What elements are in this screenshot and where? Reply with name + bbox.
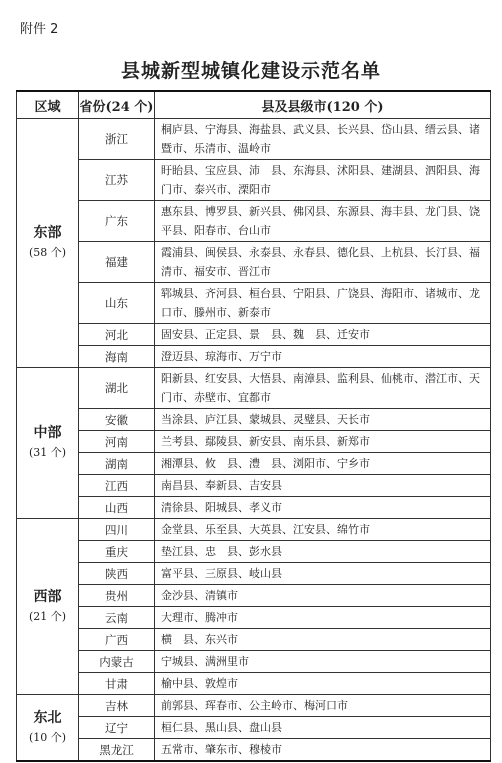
table-row — [17, 629, 491, 651]
counties-cell: 盱眙县、宝应县、沛 县、东海县、沭阳县、建湖县、泗阳县、海门市、泰兴市、溧阳市 — [155, 160, 491, 201]
province-cell: 贵州 — [79, 585, 155, 607]
province-cell: 广东 — [79, 201, 155, 242]
table-row — [17, 453, 491, 475]
table-row — [17, 497, 491, 519]
province-cell: 浙江 — [79, 119, 155, 160]
province-cell: 江苏 — [79, 160, 155, 201]
province-cell: 黑龙江 — [79, 739, 155, 762]
counties-cell: 桐庐县、宁海县、海盐县、武义县、长兴县、岱山县、缙云县、诸暨市、乐清市、温岭市 — [155, 119, 491, 160]
counties-cell: 金沙县、清镇市 — [155, 585, 491, 607]
counties-cell: 澄迈县、琼海市、万宁市 — [155, 346, 491, 368]
province-cell: 河北 — [79, 324, 155, 346]
counties-cell: 兰考县、鄢陵县、新安县、南乐县、新郑市 — [155, 431, 491, 453]
region-name: 西部 — [33, 588, 62, 605]
region-count: (10 个) — [28, 730, 67, 744]
header-province: 省份(24 个) — [79, 91, 155, 119]
counties-cell: 富平县、三原县、岐山县 — [155, 563, 491, 585]
region-cell — [17, 519, 79, 695]
counties-cell: 横 县、东兴市 — [155, 629, 491, 651]
counties-cell: 郓城县、齐河县、桓台县、宁阳县、广饶县、海阳市、诸城市、龙口市、滕州市、新泰市 — [155, 283, 491, 324]
counties-cell: 南昌县、奉新县、吉安县 — [155, 475, 491, 497]
header-region: 区域 — [17, 91, 79, 119]
table-header-row — [17, 91, 491, 119]
counties-cell: 阳新县、红安县、大悟县、南漳县、监利县、仙桃市、潜江市、天门市、赤壁市、宜都市 — [155, 368, 491, 409]
counties-cell: 桓仁县、黑山县、盘山县 — [155, 717, 491, 739]
attachment-label: 附件 2 — [20, 22, 59, 37]
province-cell: 海南 — [79, 346, 155, 368]
province-cell: 山西 — [79, 497, 155, 519]
table-row — [17, 519, 491, 541]
counties-cell: 当涂县、庐江县、蒙城县、灵璧县、天长市 — [155, 409, 491, 431]
counties-cell: 霞浦县、闽侯县、永泰县、永春县、德化县、上杭县、长汀县、福清市、福安市、晋江市 — [155, 242, 491, 283]
region-cell — [17, 368, 79, 519]
region-name: 中部 — [33, 425, 62, 441]
province-cell: 吉林 — [79, 695, 155, 717]
province-cell: 山东 — [79, 283, 155, 324]
table-row — [17, 739, 491, 762]
counties-cell: 大理市、腾冲市 — [155, 607, 491, 629]
table-row — [17, 607, 491, 629]
table-row — [17, 585, 491, 607]
province-cell: 广西 — [79, 629, 155, 651]
header-counties: 县及县级市(120 个) — [155, 91, 491, 119]
table-row — [17, 160, 491, 201]
table-row — [17, 563, 491, 585]
table-row — [17, 283, 491, 324]
region-cell — [17, 119, 79, 368]
region-cell — [17, 695, 79, 762]
counties-cell: 固安县、正定县、景 县、魏 县、迁安市 — [155, 324, 491, 346]
counties-cell: 垫江县、忠 县、彭水县 — [155, 541, 491, 563]
province-cell: 陕西 — [79, 563, 155, 585]
counties-cell: 清徐县、阳城县、孝义市 — [155, 497, 491, 519]
document-title: 县城新型城镇化建设示范名单 — [120, 60, 381, 82]
province-cell: 四川 — [79, 519, 155, 541]
table-row — [17, 242, 491, 283]
counties-cell: 宁城县、满洲里市 — [155, 651, 491, 673]
table-row — [17, 651, 491, 673]
counties-cell: 五常市、肇东市、穆棱市 — [155, 739, 491, 762]
table-row — [17, 695, 491, 717]
table-row — [17, 368, 491, 409]
counties-cell: 惠东县、博罗县、新兴县、佛冈县、东源县、海丰县、龙门县、饶平县、阳春市、台山市 — [155, 201, 491, 242]
province-cell: 内蒙古 — [79, 651, 155, 673]
table-row — [17, 475, 491, 497]
province-cell: 江西 — [79, 475, 155, 497]
province-cell: 重庆 — [79, 541, 155, 563]
region-count: (21 个) — [28, 609, 67, 623]
table-row — [17, 541, 491, 563]
counties-cell: 金堂县、乐至县、大英县、江安县、绵竹市 — [155, 519, 491, 541]
table-row — [17, 346, 491, 368]
province-cell: 福建 — [79, 242, 155, 283]
province-cell: 云南 — [79, 607, 155, 629]
table-row — [17, 409, 491, 431]
region-count: (31 个) — [28, 446, 67, 459]
table-row — [17, 119, 491, 160]
province-cell: 辽宁 — [79, 717, 155, 739]
demo-list-table — [16, 90, 491, 762]
province-cell: 安徽 — [79, 409, 155, 431]
province-cell: 湖南 — [79, 453, 155, 475]
counties-cell: 湘潭县、攸 县、澧 县、浏阳市、宁乡市 — [155, 453, 491, 475]
province-cell: 甘肃 — [79, 673, 155, 695]
table-row — [17, 431, 491, 453]
province-cell: 湖北 — [79, 368, 155, 409]
table-row — [17, 673, 491, 695]
region-name: 东部 — [33, 225, 62, 241]
counties-cell: 前郭县、珲春市、公主岭市、梅河口市 — [155, 695, 491, 717]
region-name: 东北 — [33, 709, 62, 726]
table-row — [17, 717, 491, 739]
table-row — [17, 324, 491, 346]
table-row — [17, 201, 491, 242]
province-cell: 河南 — [79, 431, 155, 453]
region-count: (58 个) — [28, 246, 67, 259]
table-body — [17, 119, 491, 762]
counties-cell: 榆中县、敦煌市 — [155, 673, 491, 695]
